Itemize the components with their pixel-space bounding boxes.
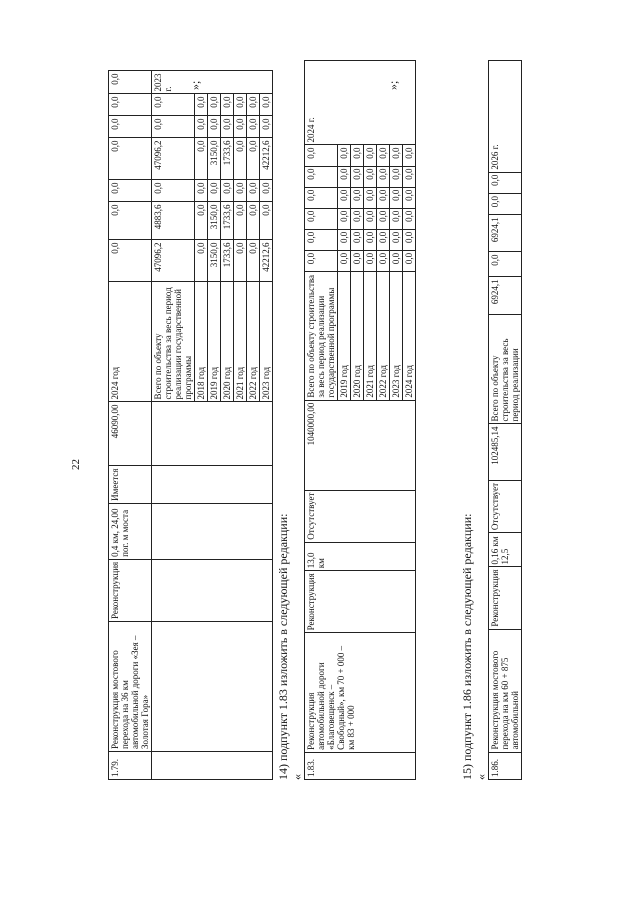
cell: 0,0 xyxy=(305,166,338,187)
cell: 0,0 xyxy=(351,187,364,208)
cell: 0,0 xyxy=(234,202,247,240)
item-type: Реконструкция xyxy=(109,559,152,621)
cell: 0,0 xyxy=(403,187,416,208)
table-row xyxy=(305,61,338,780)
row-label: 2019 год xyxy=(338,271,351,400)
cell: 0,0 xyxy=(195,240,208,282)
cell: 1733,6 xyxy=(221,202,234,240)
cell: 42212,6 xyxy=(260,138,273,180)
cell: 47096,2 xyxy=(152,138,195,180)
cell: 0,0 xyxy=(152,180,195,202)
cell: 0,0 xyxy=(305,145,338,166)
cell: 0,0 xyxy=(234,94,247,116)
cell: 0,0 xyxy=(403,229,416,250)
row-label: Всего по объекту строительства за весь период реализации xyxy=(489,314,522,424)
cell: 0,0 xyxy=(109,180,152,202)
cell: 0,0 xyxy=(489,172,522,193)
page-number: 22 xyxy=(70,459,82,470)
cell: 0,0 xyxy=(109,71,152,94)
row-label: 2022 год xyxy=(377,271,390,400)
row-label: 2023 год xyxy=(390,271,403,400)
cell: 0,0 xyxy=(390,208,403,229)
cell: 0,0 xyxy=(364,166,377,187)
cell: 0,0 xyxy=(247,94,260,116)
closing-quote: »; xyxy=(386,80,400,90)
cell: 0,0 xyxy=(221,180,234,202)
cell: 0,0 xyxy=(364,187,377,208)
cell: 1733,6 xyxy=(221,138,234,180)
cell: 0,0 xyxy=(305,208,338,229)
section-heading-14: 14) подпункт 1.83 изложить в следующей редакции: xyxy=(276,513,290,780)
table-row xyxy=(489,61,522,780)
cell: 0,0 xyxy=(351,145,364,166)
cell: 47096,2 xyxy=(152,240,195,282)
cell: 0,0 xyxy=(247,240,260,282)
item-name: Реконструкция автомобильной дороги «Благовещенск – Свободный», км 70 + 000 – км 83 + 000 xyxy=(305,633,416,752)
item-number: 1.79. xyxy=(109,752,152,780)
cell: 3150,0 xyxy=(208,138,221,180)
cell: 0,0 xyxy=(195,180,208,202)
cell: 0,0 xyxy=(338,250,351,271)
year-cell: 2023 г. xyxy=(152,71,273,94)
row-label: 2023 год xyxy=(260,282,273,402)
item-capacity: 13,0 км xyxy=(305,542,416,571)
cell: 0,0 xyxy=(208,94,221,116)
cell: 0,0 xyxy=(351,166,364,187)
table-item-1-83 xyxy=(304,60,416,780)
cell: 0,0 xyxy=(247,202,260,240)
item-number: 1.86. xyxy=(489,752,522,779)
cell: 0,0 xyxy=(351,208,364,229)
cell: 0,0 xyxy=(390,166,403,187)
row-label: 2024 год xyxy=(403,271,416,400)
cell: 0,0 xyxy=(234,180,247,202)
cell: 0,0 xyxy=(195,202,208,240)
cell: 0,0 xyxy=(403,166,416,187)
cell: 0,0 xyxy=(260,94,273,116)
cell: 0,0 xyxy=(109,94,152,116)
row-label: 2022 год xyxy=(247,282,260,402)
cell: 0,0 xyxy=(234,138,247,180)
item-name: Реконструкция мостового перехода на 36 км автомобильной дороги «Зея – Золотая Гора» xyxy=(109,622,152,752)
table-item-1-79 xyxy=(108,70,273,780)
cell: 0,0 xyxy=(364,229,377,250)
cell: 0,0 xyxy=(260,180,273,202)
cell: 0,0 xyxy=(489,252,522,277)
cell: 0,0 xyxy=(109,202,152,240)
item-name: Реконструкция мостового перехода на км 60 + 875 автомобильной xyxy=(489,629,522,752)
cell: 0,0 xyxy=(260,116,273,138)
cell: 0,0 xyxy=(208,116,221,138)
cell: 0,0 xyxy=(338,166,351,187)
cell: 0,0 xyxy=(338,208,351,229)
year-cell: 2026 г. xyxy=(489,61,522,173)
cell: 0,0 xyxy=(234,240,247,282)
cell: 0,0 xyxy=(351,229,364,250)
item-cost: 46090,00 xyxy=(109,402,152,466)
row-label: 2020 год xyxy=(351,271,364,400)
cell: 0,0 xyxy=(364,145,377,166)
cell: 0,0 xyxy=(377,250,390,271)
cell: 0,0 xyxy=(247,138,260,180)
section-heading-15: 15) подпункт 1.86 изложить в следующей редакции: xyxy=(460,513,474,780)
cell: 0,0 xyxy=(489,193,522,214)
cell: 0,0 xyxy=(403,208,416,229)
item-type: Реконструкция xyxy=(305,571,416,633)
cell: 3150,0 xyxy=(208,202,221,240)
cell: 0,0 xyxy=(390,187,403,208)
row-label: 2021 год xyxy=(234,282,247,402)
item-doc: Отсутствует xyxy=(305,490,416,542)
table-row xyxy=(152,71,195,780)
item-capacity: 0,16 км 12,5 xyxy=(489,533,522,567)
cell: 0,0 xyxy=(390,229,403,250)
row-label: 2019 год xyxy=(208,282,221,402)
table-row xyxy=(109,71,152,780)
row-label: 2020 год xyxy=(221,282,234,402)
cell: 1733,6 xyxy=(221,240,234,282)
cell: 0,0 xyxy=(390,145,403,166)
row-label: 2021 год xyxy=(364,271,377,400)
item-capacity: 0,4 км, 24,00 пог. м моста xyxy=(109,503,152,559)
cell: 0,0 xyxy=(247,116,260,138)
cell: 0,0 xyxy=(152,94,195,116)
cell: 0,0 xyxy=(377,208,390,229)
item-doc: Отсутствует xyxy=(489,480,522,532)
cell: 4883,6 xyxy=(152,202,195,240)
cell: 0,0 xyxy=(260,202,273,240)
cell: 0,0 xyxy=(338,145,351,166)
row-label: 2024 год xyxy=(109,282,152,402)
cell: 3150,0 xyxy=(208,240,221,282)
row-label: Всего по объекту строительства за весь период реализации государственной программы xyxy=(152,282,195,402)
item-cost: 102485,14 xyxy=(489,424,522,480)
cell: 0,0 xyxy=(208,180,221,202)
opening-quote: « xyxy=(290,774,304,780)
cell: 0,0 xyxy=(364,250,377,271)
cell: 0,0 xyxy=(338,229,351,250)
cell: 0,0 xyxy=(109,240,152,282)
cell: 0,0 xyxy=(403,250,416,271)
item-doc: Имеется xyxy=(109,466,152,503)
cell: 6924,1 xyxy=(489,277,522,314)
cell: 0,0 xyxy=(338,187,351,208)
cell: 0,0 xyxy=(221,94,234,116)
cell: 0,0 xyxy=(377,229,390,250)
cell: 0,0 xyxy=(403,145,416,166)
row-label: Всего по объекту строительства за весь период реализации государственной программы xyxy=(305,271,338,400)
closing-quote: »; xyxy=(188,80,202,90)
cell: 0,0 xyxy=(195,138,208,180)
item-number: 1.83. xyxy=(305,752,416,779)
cell: 0,0 xyxy=(195,116,208,138)
cell: 0,0 xyxy=(247,180,260,202)
rotated-page xyxy=(68,60,538,840)
cell: 0,0 xyxy=(305,250,338,271)
cell: 0,0 xyxy=(351,250,364,271)
item-cost: 1040000,00 xyxy=(305,400,416,490)
cell: 0,0 xyxy=(234,116,247,138)
row-label: 2018 год xyxy=(195,282,208,402)
cell: 0,0 xyxy=(195,94,208,116)
cell: 0,0 xyxy=(305,187,338,208)
cell: 0,0 xyxy=(364,208,377,229)
cell: 0,0 xyxy=(109,138,152,180)
item-type: Реконструкция xyxy=(489,567,522,629)
cell: 42212,6 xyxy=(260,240,273,282)
cell: 0,0 xyxy=(390,250,403,271)
cell: 0,0 xyxy=(221,116,234,138)
cell: 6924,1 xyxy=(489,215,522,252)
cell: 0,0 xyxy=(377,166,390,187)
cell: 0,0 xyxy=(305,229,338,250)
cell: 0,0 xyxy=(152,116,195,138)
opening-quote: « xyxy=(474,774,488,780)
year-cell: 2024 г. xyxy=(305,61,416,145)
cell: 0,0 xyxy=(377,145,390,166)
table-item-1-86 xyxy=(488,60,522,780)
cell: 0,0 xyxy=(109,116,152,138)
cell: 0,0 xyxy=(377,187,390,208)
